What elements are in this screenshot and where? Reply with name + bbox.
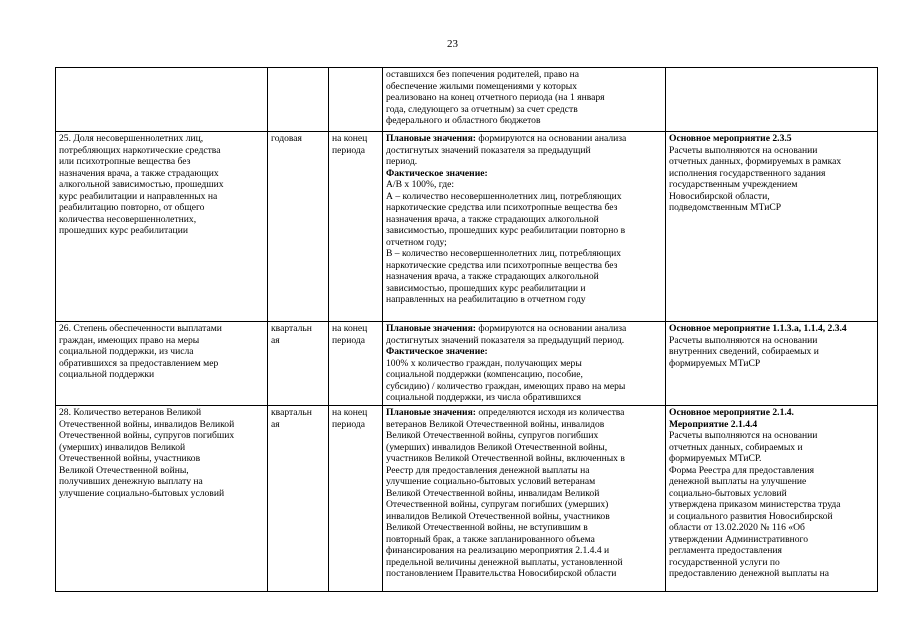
periodicity-cell	[268, 68, 329, 132]
line-text: денежной выплаты на улучшение	[669, 476, 807, 487]
text-line	[386, 271, 662, 283]
bold-label: Основное мероприятие 2.3.5	[669, 133, 792, 144]
text-line	[386, 430, 662, 442]
line-text: период.	[386, 156, 418, 167]
text-line	[386, 358, 662, 370]
line-text: формируемых МТиСР.	[669, 453, 762, 464]
text-line	[669, 156, 874, 168]
text-line: квартальн	[271, 323, 312, 334]
text-line	[669, 476, 874, 488]
line-text: Расчеты выполняются на основании	[669, 144, 818, 156]
text-line: 26. Степень обеспеченности выплатами	[59, 323, 222, 334]
text-line: (умерших) инвалидов Великой	[59, 441, 186, 453]
text-line	[386, 323, 662, 335]
bold-label: Основное мероприятие 2.1.4.	[669, 407, 794, 418]
text-line: получивших денежную выплату на	[59, 476, 203, 487]
text-line	[669, 168, 874, 180]
line-text: года, следующего за отчетным) за счет средств	[386, 103, 578, 115]
text-line: социальной поддержки	[59, 369, 155, 380]
text-line: социальной поддержки, из числа	[59, 346, 194, 357]
periodicity-cell	[268, 406, 329, 592]
line-text: В – количество несовершеннолетних лиц, потребляющих	[386, 248, 622, 259]
text-line	[386, 168, 662, 180]
line-text: Форма Реестра для предоставления	[669, 464, 815, 476]
text-line: ая	[271, 418, 280, 430]
line-text: обеспечение жилыми помещениями у которых	[386, 80, 578, 92]
bold-label: Основное мероприятие 1.1.3.а, 1.1.4, 2.3.4	[669, 323, 847, 334]
text-line	[386, 214, 662, 226]
text-line	[386, 202, 662, 214]
line-text: федерального и областного бюджетов	[386, 115, 541, 126]
line-text: утверждении Административного	[669, 533, 809, 545]
line-text: зависимостью, прошедших курс реабилитации повторно в	[386, 225, 626, 236]
line-text: социальной поддержки, из числа обратившихся	[386, 392, 582, 403]
text-line	[386, 488, 662, 500]
text-line	[386, 156, 662, 168]
text-line: периода	[332, 418, 365, 430]
indicator-name-cell	[56, 406, 268, 592]
text-line	[386, 69, 662, 81]
bold-label: Плановые значения:	[386, 407, 476, 418]
line-text: формируемых МТиСР	[669, 357, 761, 369]
text-line	[386, 511, 662, 523]
line-text: постановлением Правительства Новосибирской области	[386, 568, 617, 579]
table-row	[56, 406, 878, 592]
data-source-cell	[666, 132, 878, 322]
text-line	[669, 145, 874, 157]
line-text: наркотические средства или психотропные вещества без	[386, 202, 618, 213]
bold-label: Плановые значения:	[386, 133, 476, 144]
text-line	[386, 465, 662, 477]
periodicity-cell	[268, 322, 329, 406]
line-text: социально-бытовых условий	[669, 487, 787, 499]
line-text: государственным учреждением	[669, 179, 798, 190]
text-line: Великой Отечественной войны,	[59, 464, 189, 476]
text-line	[386, 499, 662, 511]
text-line	[669, 534, 874, 546]
text-line	[669, 568, 874, 580]
line-text: утверждена приказом министерства труда	[669, 499, 841, 510]
text-line: Отечественной войны, супругов погибших	[59, 430, 235, 441]
line-text: Расчеты выполняются на основании	[669, 430, 818, 441]
text-line	[386, 557, 662, 569]
text-line: алкогольной зависимостью, прошедших	[59, 179, 224, 190]
line-text: определяются исходя из количества	[475, 407, 625, 418]
text-line	[386, 534, 662, 546]
text-line	[386, 346, 662, 358]
text-line	[386, 191, 662, 203]
line-text: А – количество несовершеннолетних лиц, потребляющих	[386, 190, 622, 202]
text-line: ая	[271, 334, 280, 346]
text-line	[386, 392, 662, 404]
line-text: подведомственным МТиСР	[669, 202, 782, 213]
text-line	[386, 407, 662, 419]
text-line	[669, 202, 874, 214]
line-text: финансирования на реализацию мероприятия 2.1.4.4 и	[386, 545, 610, 556]
text-line: периода	[332, 334, 365, 346]
indicators-table	[55, 67, 878, 592]
indicators-table-body	[56, 68, 878, 592]
text-line	[386, 381, 662, 393]
line-text: Новосибирской области,	[669, 190, 770, 202]
line-text: назначения врача, а также страдающих алкогольной	[386, 271, 599, 282]
text-line	[669, 557, 874, 569]
text-line	[386, 294, 662, 306]
text-line: граждан, имеющих право на меры	[59, 334, 200, 346]
text-line	[669, 499, 874, 511]
text-line: прошедших курс реабилитации	[59, 225, 188, 236]
text-line	[669, 407, 874, 419]
text-line: Отечественной войны, участников	[59, 453, 201, 464]
text-line	[669, 358, 874, 370]
bold-label: Мероприятие 2.1.4.4	[669, 418, 758, 430]
text-line	[669, 442, 874, 454]
text-line	[386, 225, 662, 237]
line-text: формируются на основании анализа	[475, 133, 627, 144]
line-text: исполнения государственного задания	[669, 167, 826, 179]
text-line: на конец	[332, 407, 368, 418]
line-text: инвалидов Великой Отечественной войны, участников	[386, 510, 610, 522]
periodicity-cell	[268, 132, 329, 322]
text-line	[386, 568, 662, 580]
line-text: повторный брак, а также запланированного объема	[386, 533, 595, 545]
text-line: или психотропные вещества без	[59, 156, 191, 167]
text-line	[386, 179, 662, 191]
table-row	[56, 132, 878, 322]
line-text: улучшение социально-бытовых условий ветеранам	[386, 476, 596, 487]
text-line	[386, 248, 662, 260]
line-text: достигнутых значений показателя за предыдущий период.	[386, 334, 625, 346]
text-line	[386, 545, 662, 557]
text-line: улучшение социально-бытовых условий	[59, 487, 225, 499]
text-line	[669, 430, 874, 442]
text-line	[386, 104, 662, 116]
line-text: Великой Отечественной войны, инвалидам Великой	[386, 487, 600, 499]
line-text: внутренних сведений, собираемых и	[669, 346, 819, 357]
text-line	[669, 545, 874, 557]
line-text: отчетных данных, собираемых и	[669, 441, 803, 453]
line-text: наркотические средства или психотропные вещества без	[386, 259, 618, 271]
text-line: годовая	[271, 133, 302, 144]
text-line	[386, 260, 662, 272]
bold-label: Плановые значения:	[386, 323, 476, 334]
line-text: назначения врача, а также страдающих алкогольной	[386, 213, 599, 225]
line-text: реализовано на конец отчетного периода (на 1 января	[386, 92, 605, 103]
calculation-method-cell	[383, 322, 666, 406]
data-source-cell	[666, 68, 878, 132]
line-text: оставшихся без попечения родителей, право на	[386, 69, 580, 80]
text-line	[386, 419, 662, 431]
line-text: направленных на реабилитацию в отчетном году	[386, 294, 586, 305]
line-text: А/В х 100%, где:	[386, 179, 455, 190]
text-line	[669, 465, 874, 477]
text-line: обратившихся за предоставлением мер	[59, 357, 219, 369]
data-source-cell	[666, 406, 878, 592]
indicator-name-cell	[56, 322, 268, 406]
calculation-method-cell	[383, 132, 666, 322]
indicator-name-cell	[56, 68, 268, 132]
time-characteristic-cell	[329, 406, 383, 592]
text-line: 25. Доля несовершеннолетних лиц,	[59, 133, 204, 144]
table-row	[56, 322, 878, 406]
text-line: квартальн	[271, 407, 312, 418]
text-line: на конец	[332, 323, 368, 334]
text-line	[669, 335, 874, 347]
line-text: субсидию) / количество граждан, имеющих право на меры	[386, 380, 626, 392]
text-line	[386, 335, 662, 347]
text-line	[386, 115, 662, 127]
calculation-method-cell	[383, 68, 666, 132]
text-line	[386, 145, 662, 157]
data-source-cell	[666, 322, 878, 406]
text-line	[386, 237, 662, 249]
text-line	[386, 81, 662, 93]
text-line	[386, 133, 662, 145]
line-text: Великой Отечественной войны, не вступившим в	[386, 522, 588, 533]
text-line	[386, 283, 662, 295]
line-text: участников Великой Отечественной войны, включенных в	[386, 453, 625, 464]
text-line	[669, 346, 874, 358]
line-text: достигнутых значений показателя за предыдущий	[386, 144, 591, 156]
line-text: формируются на основании анализа	[475, 323, 627, 334]
text-line: назначения врача, а также страдающих	[59, 167, 219, 179]
line-text: предельной величины денежной выплаты, установленной	[386, 556, 623, 568]
time-characteristic-cell	[329, 322, 383, 406]
text-line: реабилитацию повторно, от общего	[59, 202, 205, 213]
line-text: зависимостью, прошедших курс реабилитации и	[386, 282, 586, 294]
text-line: на конец	[332, 133, 368, 144]
text-line	[386, 92, 662, 104]
text-line	[386, 442, 662, 454]
text-line	[386, 369, 662, 381]
text-line: 28. Количество ветеранов Великой	[59, 407, 202, 418]
time-characteristic-cell	[329, 68, 383, 132]
text-line: количества несовершеннолетних,	[59, 213, 197, 225]
page-number: 23	[447, 38, 458, 50]
line-text: Великой Отечественной войны, супругов погибших	[386, 430, 599, 441]
text-line: курс реабилитации и направленных на	[59, 190, 218, 202]
text-line	[386, 476, 662, 488]
line-text: государственной услуги по	[669, 556, 780, 568]
line-text: ветеранов Великой Отечественной войны, инвалидов	[386, 418, 605, 430]
line-text: отчетных данных, формируемых в рамках	[669, 156, 842, 167]
line-text: Расчеты выполняются на основании	[669, 334, 818, 346]
text-line: Отечественной войны, инвалидов Великой	[59, 418, 235, 430]
text-line	[669, 191, 874, 203]
line-text: Реестр для предоставления денежной выплаты на	[386, 464, 590, 476]
line-text: и социального развития Новосибирской	[669, 510, 833, 522]
line-text: социальной поддержки (компенсацию, пособие,	[386, 369, 583, 380]
line-text: регламента предоставления	[669, 545, 782, 556]
bold-label: Фактическое значение:	[386, 167, 488, 179]
line-text: Отечественной войны, супругам погибших (умерших)	[386, 499, 609, 510]
text-line	[669, 453, 874, 465]
line-text: области от 13.02.2020 № 116 «Об	[669, 522, 805, 533]
indicator-name-cell	[56, 132, 268, 322]
line-text: предоставлению денежной выплаты на	[669, 568, 830, 579]
table-row	[56, 68, 878, 132]
text-line	[669, 179, 874, 191]
text-line	[669, 511, 874, 523]
calculation-method-cell	[383, 406, 666, 592]
text-line	[669, 323, 874, 335]
text-line	[386, 453, 662, 465]
text-line	[669, 522, 874, 534]
text-line	[386, 522, 662, 534]
line-text: 100% х количество граждан, получающих меры	[386, 357, 582, 369]
line-text: отчетном году;	[386, 236, 447, 248]
bold-label: Фактическое значение:	[386, 346, 488, 357]
text-line	[669, 419, 874, 431]
line-text: (умерших) инвалидов Великой Отечественной войны,	[386, 441, 608, 453]
text-line	[669, 133, 874, 145]
text-line: потребляющих наркотические средства	[59, 144, 221, 156]
time-characteristic-cell	[329, 132, 383, 322]
text-line: периода	[332, 144, 365, 156]
text-line	[669, 488, 874, 500]
